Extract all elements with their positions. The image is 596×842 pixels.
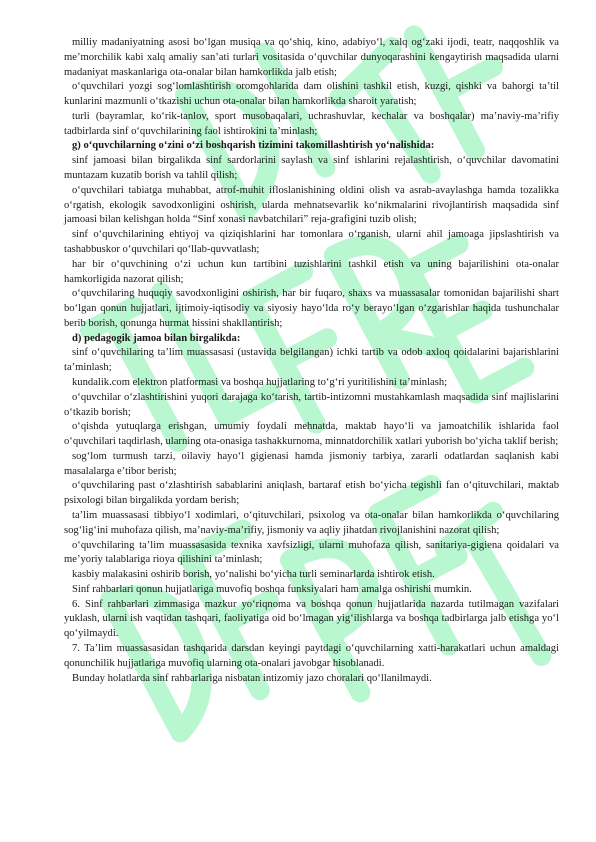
paragraph: o‘quvchilaring ta’lim muassasasida texnika xavfsizligi, ularni muhofaza qilish, sanitariya-gigiena qoidalari va me’yoriy talablariga rioya qilishini ta’minlash; bbox=[64, 539, 559, 566]
paragraph: ta’lim muassasasi tibbiyo‘l xodimlari, o‘qituvchilari, psixolog va ota-onalar bilan hamkorlikda o‘quvchilaring sog‘lig‘ini muhofaza qilish, ma’naviy-ma’rifiy, jismoniy va aqliy jihatdan rivojlanishini nazorat qilish; bbox=[64, 510, 559, 536]
paragraph: 6. Sinf rahbarlari zimmasiga mazkur yo‘riqnoma va boshqa qonun hujjatlarida nazarda tutilmagan vazifalari yuklash, ularni ish vaqtidan tashqari, faoliyatiga oid bo‘lmagan yig‘ilishlarga va boshqa tadbirlarga jalb etishga yo‘l qo‘yilmaydi. bbox=[64, 598, 559, 640]
section-heading-d: d) pedagogik jamoa bilan birgalikda: bbox=[72, 332, 241, 344]
paragraph: Bunday holatlarda sinf rahbarlariga nisbatan intizomiy jazo choralari qo‘llanilmaydi. bbox=[72, 672, 432, 684]
paragraph: 7. Ta’lim muassasasidan tashqarida darsdan keyingi paytdagi o‘quvchilarning xatti-harakatlari uchun amaldagi qonunchilik hujjatlariga muvofiq ularning ota-onalari javobgar hisoblanadi. bbox=[64, 643, 559, 669]
paragraph: o‘quvchilari tabiatga muhabbat, atrof-muhit ifloslanishining oldini olish va asrab-avaylashga hamda tozalikka o‘rgatish, ekologik savodxonligini oshirish, ularda mehnatsevarlik ko‘nikmalarini rivojlantirish maqsadida sinf jamoasi bilan kelishgan holda “Sinf xonasi navbatchilari” reja-grafigini tuzib olish; bbox=[64, 184, 559, 226]
paragraph: o‘quvchilar o‘zlashtirishini yuqori darajaga ko‘tarish, tartib-intizomni mustahkamlash maqsadida sinf majlislarini o‘tkazib borish; bbox=[64, 391, 559, 418]
paragraph: milliy madaniyatning asosi bo‘lgan musiqa va qo‘shiq, kino, adabiyo‘l, xalq og‘zaki ijodi, teatr, naqqoshlik va me’morchilik kabi xalq amaliy san’ati turlari vositasida o‘quvchilar dunyoqarashini kengaytirish maqsadida ularni madaniyat maskanlariga ota-onalar bilan hamkorlikda jalb etish; bbox=[64, 37, 559, 78]
paragraph: o‘qishda yutuqlarga erishgan, umumiy foydali mehnatda, maktab hayo‘li va jamoatchilik ishlarida faol o‘quvchilari taqdirlash, ularning ota-onasiga tashakkurnoma, minnatdorchilik xatlari yuborish bo‘yicha taklif berish; bbox=[64, 421, 559, 448]
paragraph: o‘quvchilari yozgi sog‘lomlashtirish oromgohlarida dam olishini tashkil etish, kuzgi, qishki va bahorgi ta’til kunlarini mazmunli o‘tkazishi uchun ota-onalar bilan hamkorlikda sharoit yaratish; bbox=[64, 81, 559, 108]
paragraph: har bir o‘quvchining o‘zi uchun kun tartibini tuzishlarini tashkil etish va uning bajarilishini ota-onalar hamkorligida nazorat qilish; bbox=[64, 258, 559, 285]
section-heading-g: g) o‘quvchilarning o‘zini o‘zi boshqarish tizimini takomillashtirish yo‘nalishida: bbox=[72, 140, 435, 152]
paragraph: sinf o‘quvchilaring ta’lim muassasasi (ustavida belgilangan) ichki tartib va odob axloq qoidalarini bajarishlarini ta’minlash; bbox=[64, 347, 559, 374]
paragraph: sog‘lom turmush tarzi, oilaviy hayo‘l gigienasi hamda jismoniy tarbiya, zararli odatlardan saqlanish kabi masalalarga e’tibor berish; bbox=[64, 450, 559, 477]
paragraph: o‘quvchilaring past o‘zlashtirish sabablarini aniqlash, bartaraf etish bo‘yicha tegishli fan o‘qituvchilari, maktab psixologi bilan birgalikda yordam berish; bbox=[64, 480, 559, 507]
paragraph: sinf o‘quvchilarining ehtiyoj va qiziqishlarini har tomonlara o‘rganish, ularni ahil jamoaga jipslashtirish va tashabbuskor o‘quvchilari qo‘llab-quvvatlash; bbox=[64, 229, 559, 255]
paragraph: turli (bayramlar, ko‘rik-tanlov, sport musobaqalari, uchrashuvlar, kechalar va boshqalar) ma’naviy-ma’rifiy tadbirlarda sinf o‘quvchilarining faol ishtirokini ta’minlash; bbox=[64, 110, 559, 137]
paragraph: o‘quvchilaring huquqiy savodxonligini oshirish, har bir fuqaro, shaxs va muassasalar tomonidan bajarilishi shart bo‘lgan qonun hujjatlari, ijtimoiy-iqtisodiy va siyosiy hayo‘lda ro‘y berayo‘lgan o‘zgarishlar haqida tushunchalar berib borish, qonunga hurmat hissini shakllantirish; bbox=[64, 288, 559, 329]
paragraph: sinf jamoasi bilan birgalikda sinf sardorlarini saylash va sinf ishlarini rejalashtirish, o‘quvchilar davomatini muntazam kuzatib borish va tahlil qilish; bbox=[64, 155, 559, 182]
document-body bbox=[64, 36, 559, 686]
paragraph: kasbiy malakasini oshirib borish, yo‘nalishi bo‘yicha turli seminarlarda ishtirok etish. bbox=[72, 569, 435, 581]
paragraph: Sinf rahbarlari qonun hujjatlariga muvofiq boshqa funksiyalari ham amalga oshirishi mumkin. bbox=[72, 583, 472, 595]
paragraph: kundalik.com elektron platformasi va boshqa hujjatlaring to‘g‘ri yuritilishini ta’minlash; bbox=[72, 376, 448, 388]
